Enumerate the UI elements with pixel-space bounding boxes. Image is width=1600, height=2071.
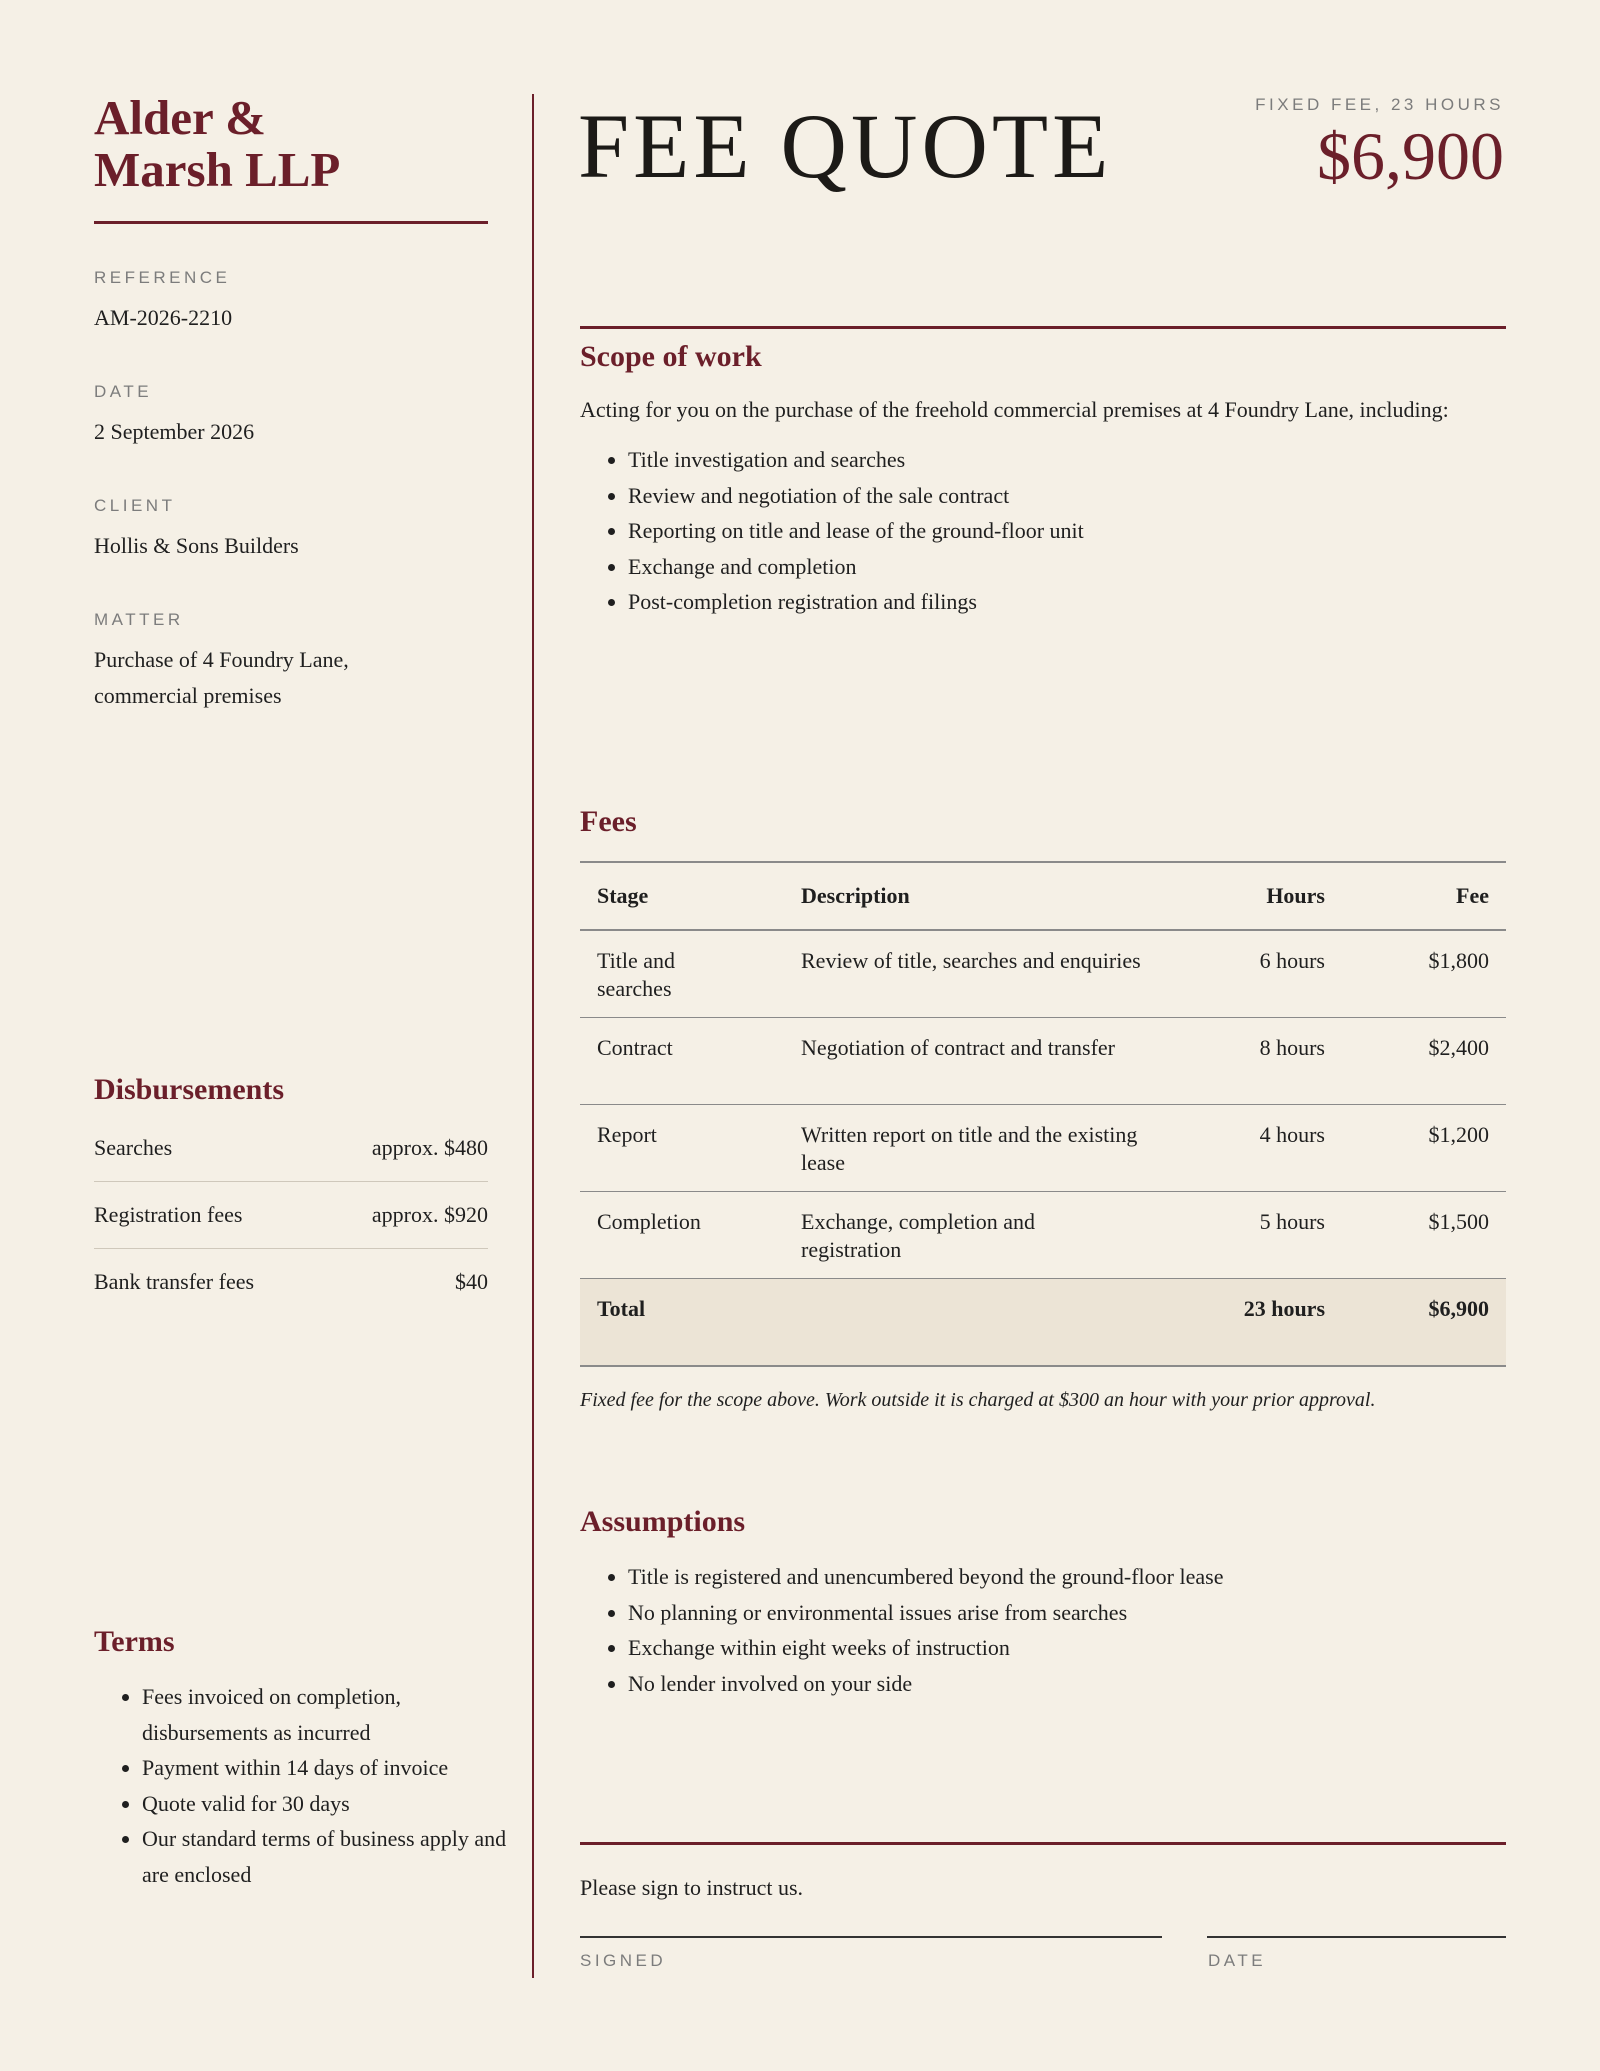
total-row: [580, 1279, 1506, 1367]
cell-description: Exchange, completion and registration: [784, 1192, 1202, 1279]
terms-heading: Terms: [94, 1625, 175, 1658]
cell-stage: Title and searches: [580, 930, 784, 1018]
sign-date-line[interactable]: [1207, 1936, 1506, 1938]
table-row: [580, 930, 1506, 1018]
total-hours: 23 hours: [1202, 1279, 1342, 1367]
signed-label: SIGNED: [580, 1951, 667, 1970]
firm-divider: [94, 221, 488, 224]
reference-block: [94, 268, 488, 336]
cell-description: Review of title, searches and enquiries: [784, 930, 1202, 1018]
firm-name: [94, 92, 488, 196]
cell-fee: $1,200: [1342, 1105, 1506, 1192]
firm-name-line2: Marsh LLP: [94, 142, 341, 197]
col-fee: Fee: [1342, 862, 1506, 930]
header-divider: [580, 326, 1506, 329]
document-title: FEE QUOTE: [578, 95, 1113, 197]
fees-section: [580, 805, 1506, 1412]
disbursement-amount: $40: [455, 1269, 488, 1294]
terms-section: [94, 1625, 514, 1892]
scope-item: • Reporting on title and lease of the ground-floor unit: [628, 513, 1506, 549]
scope-item: • Review and negotiation of the sale contract: [628, 478, 1506, 514]
disbursements-heading: Disbursements: [94, 1073, 285, 1106]
cell-hours: 6 hours: [1202, 930, 1342, 1018]
scope-item: • Exchange and completion: [628, 549, 1506, 585]
matter-line2: commercial premises: [94, 683, 282, 708]
col-hours: Hours: [1202, 862, 1342, 930]
client-block: [94, 496, 488, 564]
disbursement-label: Bank transfer fees: [94, 1269, 255, 1294]
total-label: Total: [580, 1279, 784, 1367]
cell-fee: $2,400: [1342, 1018, 1506, 1105]
scope-item: • Title investigation and searches: [628, 442, 1506, 478]
assumption-item: • Exchange within eight weeks of instruction: [628, 1630, 1506, 1666]
cell-stage: Report: [580, 1105, 784, 1192]
assumptions-heading: Assumptions: [580, 1505, 746, 1538]
scope-list: [580, 442, 1506, 620]
disbursement-label: Searches: [94, 1135, 173, 1160]
scope-intro: Acting for you on the purchase of the freehold commercial premises at 4 Foundry Lane, including:: [580, 397, 1449, 422]
firm-name-line1: Alder &: [94, 90, 266, 145]
disbursements-section: [94, 1073, 488, 1315]
date-label: DATE: [94, 382, 153, 401]
assumptions-section: [580, 1505, 1506, 1701]
signoff-divider: [580, 1842, 1506, 1845]
reference-value: AM-2026-2210: [94, 305, 233, 330]
cell-stage: Completion: [580, 1192, 784, 1279]
matter-block: [94, 610, 488, 714]
scope-heading: Scope of work: [580, 340, 762, 373]
signature-line[interactable]: [580, 1936, 1162, 1938]
client-value: Hollis & Sons Builders: [94, 533, 299, 558]
terms-item: • Quote valid for 30 days: [142, 1786, 514, 1822]
matter-line1: Purchase of 4 Foundry Lane,: [94, 647, 349, 672]
matter-label: MATTER: [94, 610, 184, 629]
table-row: [580, 1105, 1506, 1192]
cell-hours: 4 hours: [1202, 1105, 1342, 1192]
terms-item: • Our standard terms of business apply and are enclosed: [142, 1821, 514, 1892]
cell-fee: $1,500: [1342, 1192, 1506, 1279]
firm-header: [94, 92, 488, 196]
col-stage: Stage: [580, 862, 784, 930]
cell-description: Written report on title and the existing lease: [784, 1105, 1202, 1192]
fees-table: [580, 861, 1506, 1367]
total-fee: $6,900: [1342, 1279, 1506, 1367]
reference-label: REFERENCE: [94, 268, 231, 287]
cell-stage: Contract: [580, 1018, 784, 1105]
assumption-item: • No lender involved on your side: [628, 1666, 1506, 1702]
fees-header-row: [580, 862, 1506, 930]
fees-heading: Fees: [580, 805, 637, 838]
date-value: 2 September 2026: [94, 419, 255, 444]
disbursements-list: [94, 1115, 488, 1315]
disbursement-label: Registration fees: [94, 1202, 243, 1227]
disbursement-amount: approx. $920: [371, 1202, 488, 1227]
assumptions-list: [580, 1559, 1506, 1701]
assumption-item: • No planning or environmental issues arise from searches: [628, 1595, 1506, 1631]
disbursement-amount: approx. $480: [371, 1135, 488, 1160]
fixed-fee-amount: $6,900: [1317, 118, 1504, 194]
table-row: [580, 1018, 1506, 1105]
scope-item: • Post-completion registration and filings: [628, 584, 1506, 620]
matter-value: [94, 642, 488, 714]
cell-fee: $1,800: [1342, 930, 1506, 1018]
client-label: CLIENT: [94, 496, 176, 515]
disbursement-row: [94, 1115, 488, 1182]
disbursement-row: [94, 1249, 488, 1315]
cell-hours: 5 hours: [1202, 1192, 1342, 1279]
cell-description: Negotiation of contract and transfer: [784, 1018, 1202, 1105]
disbursement-row: [94, 1182, 488, 1249]
table-row: [580, 1192, 1506, 1279]
column-divider: [532, 94, 534, 1978]
assumption-item: • Title is registered and unencumbered beyond the ground-floor lease: [628, 1559, 1506, 1595]
terms-item: • Fees invoiced on completion, disbursements as incurred: [142, 1679, 514, 1750]
scope-section: [580, 340, 1506, 620]
fees-note: Fixed fee for the scope above. Work outside it is charged at $300 an hour with your prior approval.: [580, 1389, 1376, 1411]
col-description: Description: [784, 862, 1202, 930]
date-block: [94, 382, 488, 450]
total-spacer: [784, 1279, 1202, 1367]
terms-list: [94, 1679, 514, 1892]
terms-item: • Payment within 14 days of invoice: [142, 1750, 514, 1786]
signoff-text: Please sign to instruct us.: [580, 1875, 804, 1900]
sign-date-label: DATE: [1208, 1951, 1267, 1970]
fixed-fee-label: FIXED FEE, 23 HOURS: [1255, 95, 1504, 114]
cell-hours: 8 hours: [1202, 1018, 1342, 1105]
